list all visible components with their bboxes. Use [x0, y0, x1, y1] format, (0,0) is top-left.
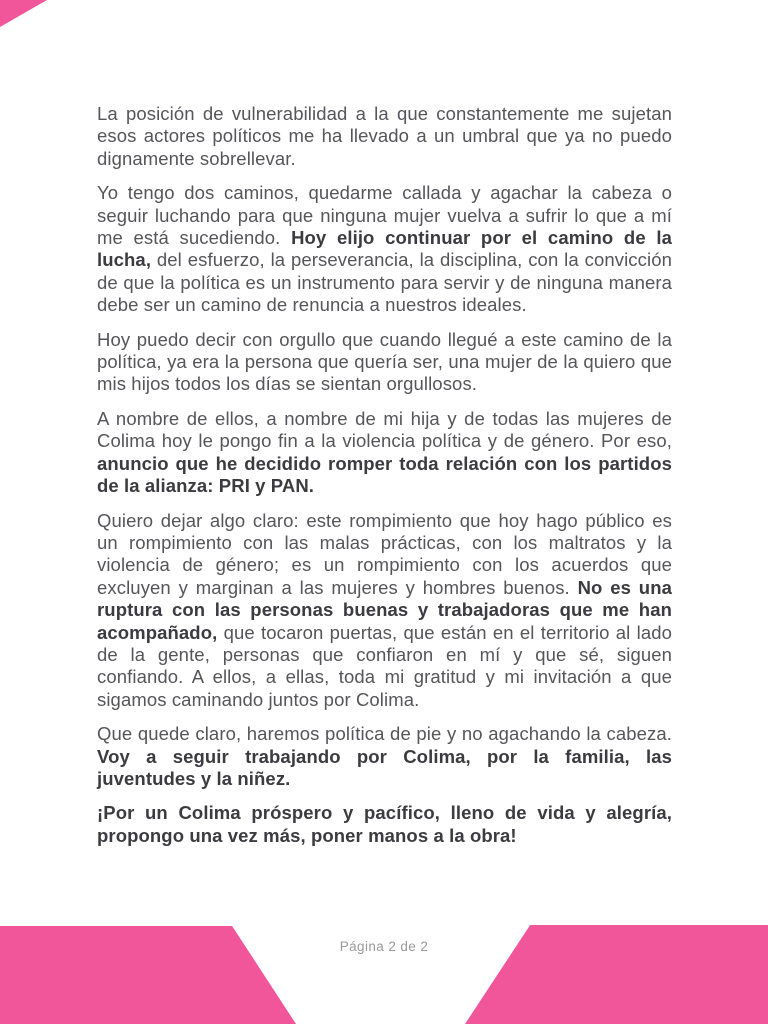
text-run: Que quede claro, haremos política de pie y no agachando la cabeza.: [97, 723, 672, 745]
bold-text-run: Hoy elijo continuar por el camino de la lucha,: [97, 227, 672, 271]
paragraph: [97, 723, 672, 790]
text-run: La posición de vulnerabilidad a la que constantemente me sujetan esos actores políticos me ha llevado a un umbral que ya no puedo dignamente sobrellevar.: [97, 103, 672, 169]
bold-text-run: No es una ruptura con las personas buenas y trabajadoras que me han acompañado,: [97, 576, 672, 643]
text-run: Yo tengo dos caminos, quedarme callada y agachar la cabeza o seguir luchando para que ninguna mujer vuelva a sufrir lo que a mí me está sucediendo.: [97, 182, 672, 249]
bold-text-run: ¡Por un Colima próspero y pacífico, lleno de vida y alegría, propongo una vez más, poner manos a la obra!: [97, 802, 672, 846]
text-run: que tocaron puertas, que están en el territorio al lado de la gente, personas que confiaron en mí y que sé, siguen confiando. A ellos, a ellas, toda mi gratitud y mi invitación a que sigamos caminando juntos por Colima.: [97, 621, 672, 710]
top-left-corner-accent: [0, 0, 47, 27]
page-number: Página 2 de 2: [339, 939, 429, 954]
text-run: A nombre de ellos, a nombre de mi hija y de todas las mujeres de Colima hoy le pongo fin a la violencia política y de género. Por eso,: [97, 407, 672, 452]
paragraph: [97, 103, 672, 170]
text-run: Quiero dejar algo claro: este rompimiento que hoy hago público es un rompimiento con las malas prácticas, con los maltratos y la violencia de género; es un rompimiento con los acuerdos que excluyen y marginan a las mujeres y hombres buenos.: [97, 509, 672, 598]
paragraph: [97, 329, 672, 396]
letter-body: [97, 103, 672, 847]
paragraph: [97, 802, 672, 847]
paragraph: [97, 510, 672, 712]
text-run: Hoy puedo decir con orgullo que cuando llegué a este camino de la política, ya era la persona que quería ser, una mujer de la quiero que mis hijos todos los días se sientan orgullosos.: [97, 328, 672, 395]
paragraph: [97, 182, 672, 316]
bold-text-run: Voy a seguir trabajando por Colima, por la familia, las juventudes y la niñez.: [97, 745, 672, 789]
bold-text-run: anuncio que he decidido romper toda relación con los partidos de la alianza: PRI y PAN.: [97, 452, 672, 497]
paragraph: [97, 408, 672, 498]
text-run: del esfuerzo, la perseverancia, la disciplina, con la convicción de que la política es un instrumento para servir y de ninguna manera debe ser un camino de renuncia a nuestros ideales.: [97, 249, 672, 316]
